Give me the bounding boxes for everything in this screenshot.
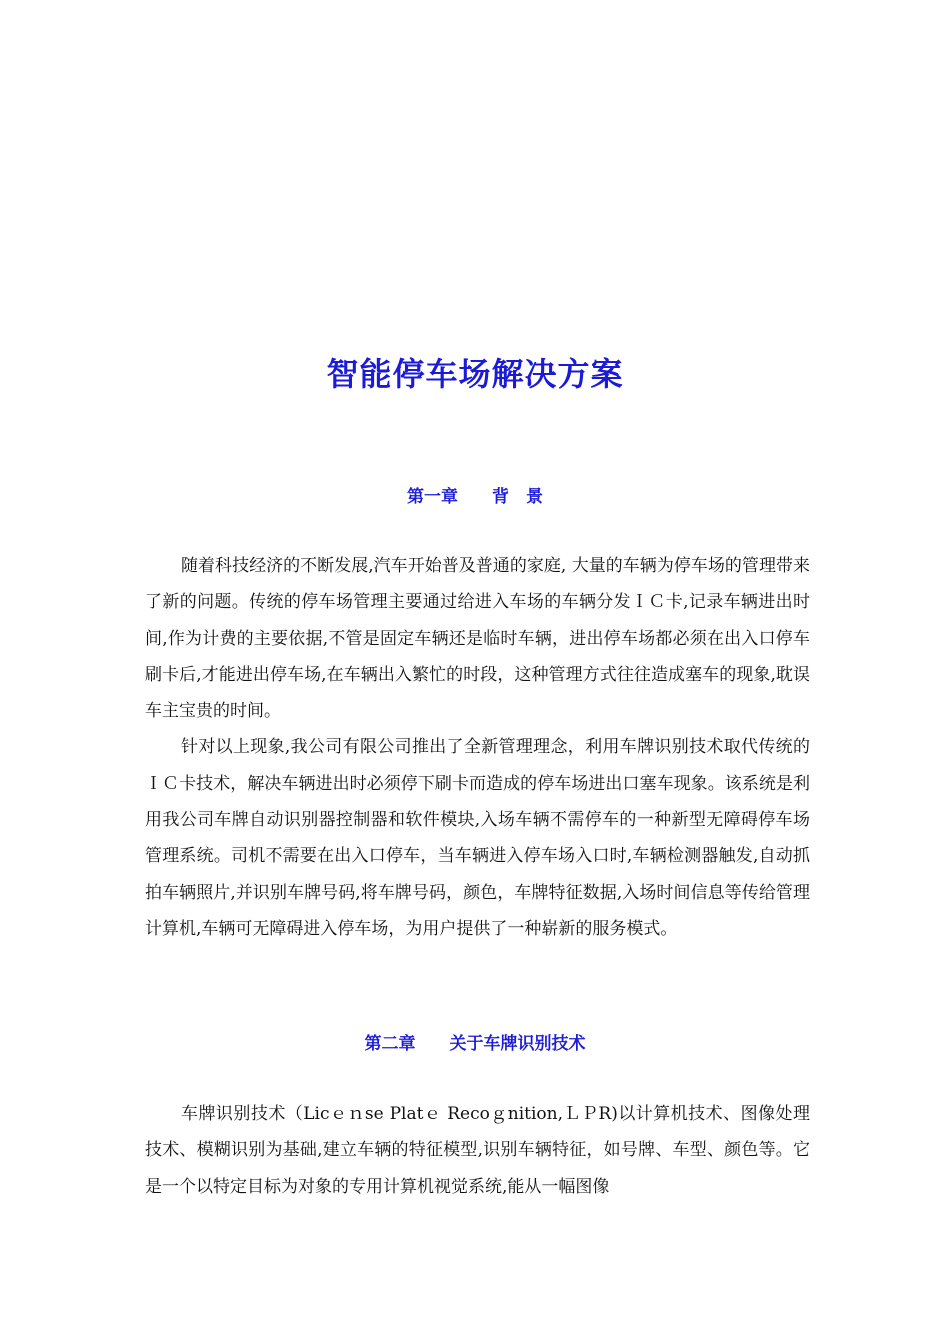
chapter-1-paragraph-2: 针对以上现象,我公司有限公司推出了全新管理理念，利用车牌识别技术取代传统的ＩＣ卡技术，解决车辆进出时必须停下刷卡而造成的停车场进出口塞车现象。该系统是利用我公司车牌自动识别器控制器和软件模块,入场车辆不需停车的一种新型无障碍停车场管理系统。司机不需要在出入口停车，当车辆进入停车场入口时,车辆检测器触发,自动抓拍车辆照片,并识别车牌号码,将车牌号码，颜色，车牌特征数据,入场时间信息等传给管理计算机,车辆可无障碍进入停车场，为用户提供了一种崭新的服务模式。 xyxy=(145,737,810,939)
chapter-2-heading: 第二章 关于车牌识别技术 xyxy=(364,1034,586,1054)
chapter-1-heading: 第一章 背 景 xyxy=(407,487,543,507)
chapter-1-body xyxy=(145,548,810,947)
chapter-1-paragraph-1: 随着科技经济的不断发展,汽车开始普及普通的家庭, 大量的车辆为停车场的管理带来了新的问题。传统的停车场管理主要通过给进入车场的车辆分发ＩＣ卡,记录车辆进出时间,作为计费的主要依据,不管是固定车辆还是临时车辆，进出停车场都必须在出入口停车刷卡后,才能进出停车场,在车辆出入繁忙的时段，这种管理方式往往造成塞车的现象,耽误车主宝贵的时间。 xyxy=(145,556,810,722)
chapter-2-body xyxy=(145,1096,810,1205)
document-title: 智能停车场解决方案 xyxy=(326,355,624,393)
chapter-2-paragraph-1: 车牌识别技术（Licｅｎse Platｅ Recoｇnition,ＬＰR)以计算机技术、图像处理技术、模糊识别为基础,建立车辆的特征模型,识别车辆特征，如号牌、车型、颜色等。它是一个以特定目标为对象的专用计算机视觉系统,能从一幅图像 xyxy=(145,1104,810,1197)
